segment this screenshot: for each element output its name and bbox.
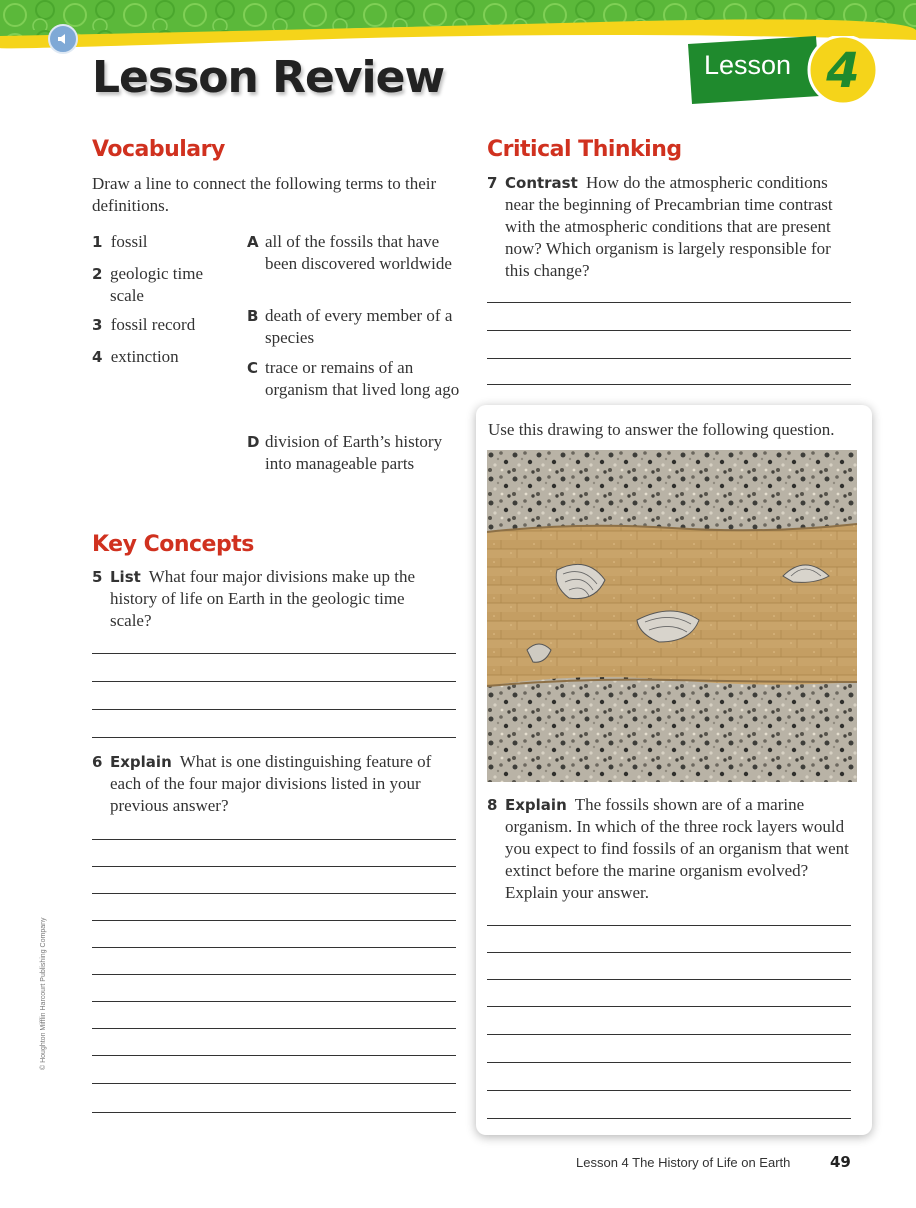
definition-text: all of the fossils that have been discovered worldwide — [265, 232, 452, 273]
answer-line[interactable] — [92, 681, 456, 682]
page-number: 49 — [830, 1153, 851, 1171]
answer-line[interactable] — [92, 893, 456, 894]
answer-line[interactable] — [92, 866, 456, 867]
definition-text: trace or remains of an organism that lived long ago — [265, 358, 460, 399]
drawing-intro: Use this drawing to answer the following question. — [488, 420, 835, 439]
term-number: 3 — [92, 316, 103, 334]
answer-line[interactable] — [92, 839, 456, 840]
answer-line[interactable] — [487, 1006, 851, 1007]
answer-line[interactable] — [487, 384, 851, 385]
definition-b — [247, 305, 467, 349]
definition-d — [247, 431, 469, 475]
answer-line[interactable] — [92, 653, 456, 654]
definition-a — [247, 231, 467, 275]
question-keyword: Explain — [505, 796, 567, 814]
answer-line[interactable] — [92, 1028, 456, 1029]
definition-letter: D — [247, 433, 260, 451]
term-text: geologic time scale — [110, 264, 204, 305]
answer-line[interactable] — [487, 1090, 851, 1091]
term-text: extinction — [110, 347, 179, 366]
question-number: 5 — [92, 568, 103, 586]
vocabulary-instructions: Draw a line to connect the following terms to their definitions. — [92, 174, 437, 215]
answer-line[interactable] — [92, 920, 456, 921]
question-8 — [487, 794, 857, 904]
term-number: 1 — [92, 233, 103, 251]
question-keyword: Explain — [110, 753, 172, 771]
answer-line[interactable] — [92, 737, 456, 738]
answer-line[interactable] — [92, 974, 456, 975]
term-3 — [92, 314, 195, 336]
question-text: How do the atmospheric conditions near the beginning of Precambrian time contrast with the atmospheric conditions that are present now? Which organism is largely responsible for this change? — [505, 173, 833, 280]
answer-line[interactable] — [487, 952, 851, 953]
question-number: 6 — [92, 753, 103, 771]
answer-line[interactable] — [487, 1062, 851, 1063]
page-title: Lesson Review — [92, 52, 445, 103]
definition-text: division of Earth’s history into manageable parts — [265, 432, 443, 473]
question-number: 7 — [487, 174, 498, 192]
answer-line[interactable] — [487, 358, 851, 359]
term-text: fossil record — [110, 315, 196, 334]
answer-line[interactable] — [487, 925, 851, 926]
question-number: 8 — [487, 796, 498, 814]
answer-line[interactable] — [92, 1083, 456, 1084]
question-text: The fossils shown are of a marine organism. In which of the three rock layers would you expect to find fossils of an organism that went extinct before the marine organism evolved? Explain your answer. — [505, 795, 849, 902]
answer-line[interactable] — [487, 302, 851, 303]
answer-line[interactable] — [487, 330, 851, 331]
question-7 — [487, 172, 857, 282]
key-concepts-heading: Key Concepts — [92, 532, 254, 557]
rock-layers-drawing — [487, 450, 857, 782]
definition-letter: B — [247, 307, 259, 325]
definition-text: death of every member of a species — [265, 306, 453, 347]
vocabulary-heading: Vocabulary — [92, 137, 225, 162]
term-4 — [92, 346, 179, 368]
question-5 — [92, 566, 432, 632]
question-text: What is one distinguishing feature of each of the four major divisions listed in your previous answer? — [110, 752, 432, 815]
term-number: 4 — [92, 348, 103, 366]
question-keyword: Contrast — [505, 174, 578, 192]
answer-line[interactable] — [487, 1034, 851, 1035]
footer-lesson-title: Lesson 4 The History of Life on Earth — [576, 1155, 791, 1170]
audio-button[interactable] — [48, 24, 78, 54]
answer-line[interactable] — [92, 1001, 456, 1002]
answer-line[interactable] — [92, 1055, 456, 1056]
answer-line[interactable] — [92, 709, 456, 710]
answer-line[interactable] — [487, 1118, 851, 1119]
answer-line[interactable] — [92, 947, 456, 948]
definition-letter: C — [247, 359, 259, 377]
critical-thinking-heading: Critical Thinking — [487, 137, 682, 162]
question-text: What four major divisions make up the history of life on Earth in the geologic time scale? — [110, 567, 416, 630]
answer-line[interactable] — [487, 979, 851, 980]
term-number: 2 — [92, 265, 103, 283]
term-1 — [92, 231, 148, 253]
question-6 — [92, 751, 456, 817]
copyright-credit: © Houghton Mifflin Harcourt Publishing Company — [40, 917, 47, 1070]
term-2 — [92, 263, 222, 307]
question-keyword: List — [110, 568, 141, 586]
lesson-number: 4 — [826, 43, 860, 99]
lesson-label: Lesson — [704, 50, 792, 80]
definition-letter: A — [247, 233, 259, 251]
term-text: fossil — [110, 232, 148, 251]
definition-c — [247, 357, 467, 401]
answer-line[interactable] — [92, 1112, 456, 1113]
speaker-icon — [56, 32, 70, 46]
